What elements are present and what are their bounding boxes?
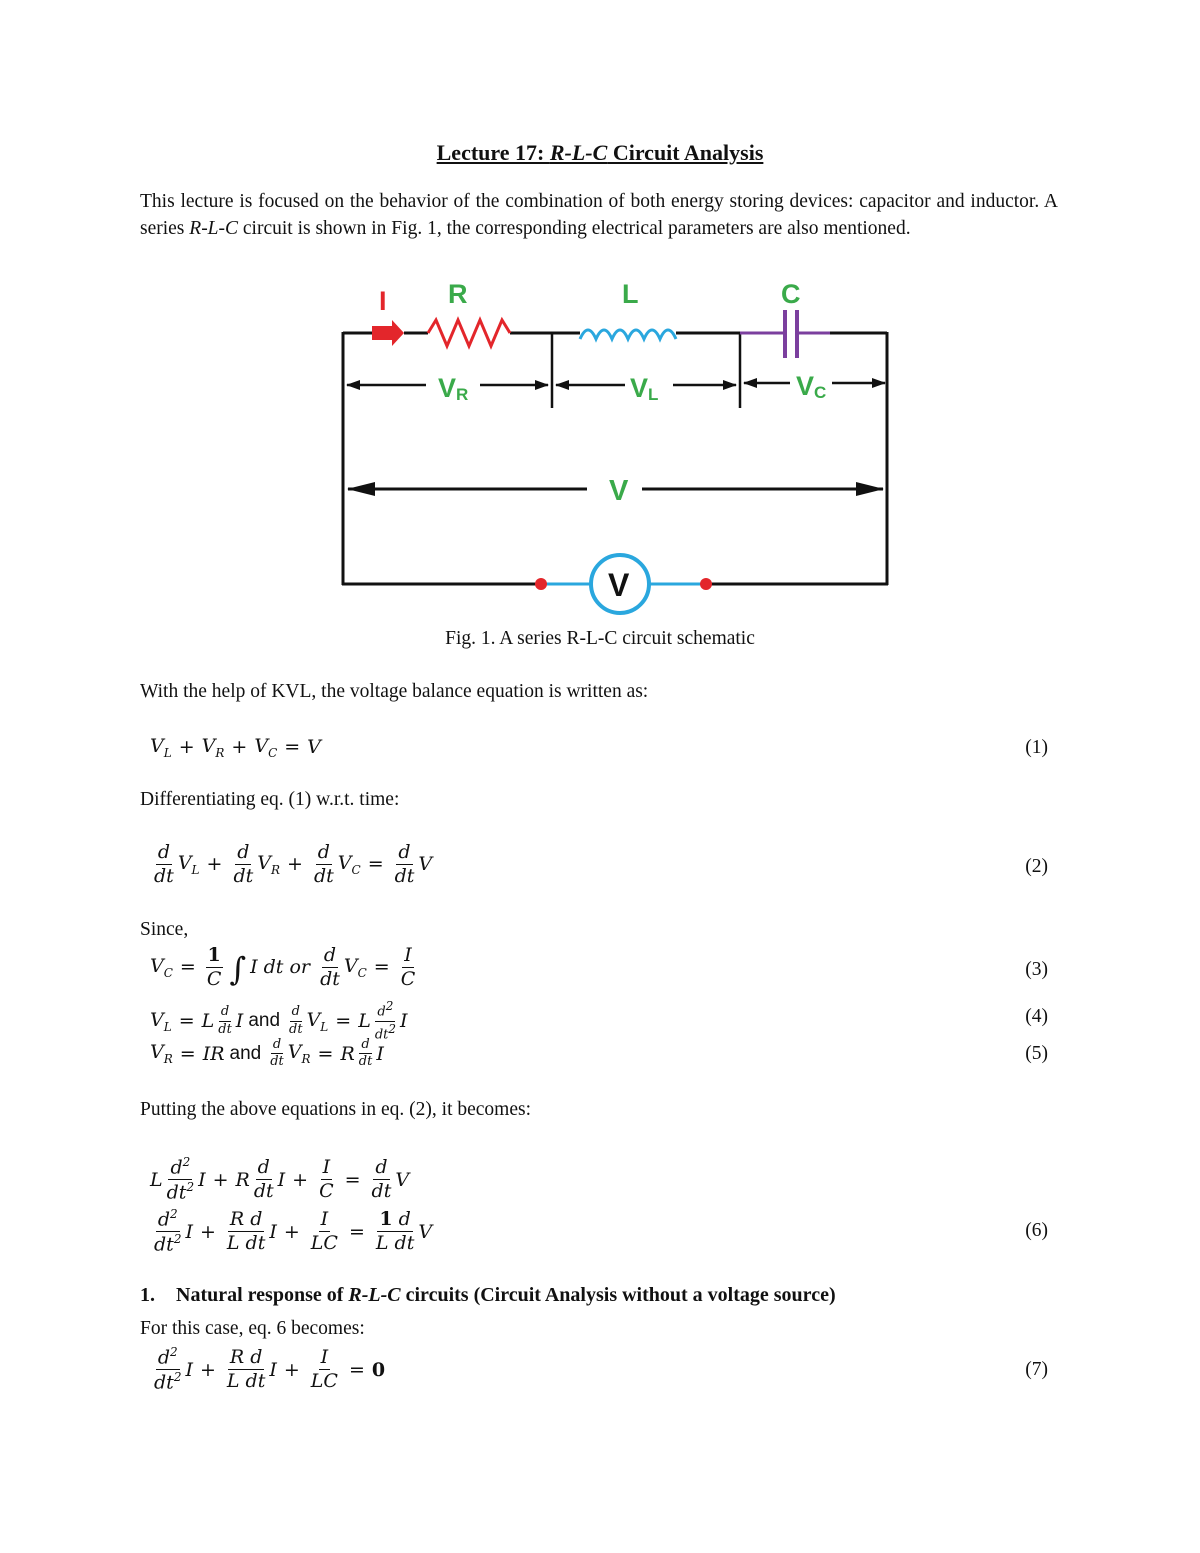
equation-number-7: (7): [1025, 1359, 1048, 1380]
equation-6a: L $\frac{d^2}{dt^2}$ I + R $\frac{d}{dt}$ I + $\frac{I}{C}$ = $\frac{d}{dt}$ V: [150, 1155, 410, 1204]
vc-label: VC: [796, 371, 827, 402]
equation-number-4: (4): [1025, 1006, 1048, 1027]
section-heading: 1. Natural response of R-L-C circuits (Circuit Analysis without a voltage source): [140, 1284, 836, 1306]
equation-number-6: (6): [1025, 1220, 1048, 1241]
page-title: Lecture 17: R-L-C Circuit Analysis: [436, 140, 764, 165]
terminal-right: [700, 578, 712, 590]
current-arrow-icon: [372, 320, 404, 346]
inductor-label: L: [622, 279, 639, 309]
kvl-text: With the help of KVL, the voltage balance equation is written as:: [140, 681, 649, 702]
v-total-label: V: [609, 475, 629, 507]
equation-1: $V_L$ + $V_R$ + $V_C$ = V: [150, 735, 321, 760]
circuit-wires: [342, 332, 888, 585]
equation-number-2: (2): [1025, 856, 1048, 877]
equation-number-3: (3): [1025, 959, 1048, 980]
equation-number-5: (5): [1025, 1043, 1048, 1064]
equation-5: $V_R$ = IR and $\frac{d}{dt}$ $V_R$ = R $\frac{d}{dt}$ I: [150, 1037, 384, 1070]
case-text: For this case, eq. 6 becomes:: [140, 1318, 365, 1339]
voltmeter-label: V: [608, 567, 630, 603]
current-label: I: [379, 286, 387, 316]
terminal-left: [535, 578, 547, 590]
equation-4: $V_L$ = L $\frac{d}{dt}$ I and $\frac{d}{dt}$ $V_L$ = L $\frac{d^2}{dt^2}$ I: [150, 999, 408, 1042]
since-text: Since,: [140, 919, 189, 940]
equation-2: $\frac{d}{dt}$ $V_L$ + $\frac{d}{dt}$ $V_R$ + $\frac{d}{dt}$ $V_C$ = $\frac{d}{dt}$ V: [154, 841, 433, 887]
inductor-icon: [580, 330, 676, 339]
intro-paragraph: This lecture is focused on the behavior of the combination of both energy storing devices: capacitor and inductor. A series R-L-C circuit is shown in Fig. 1, the corresponding electrical parameters are also mentioned.: [140, 191, 1058, 239]
equation-3: $V_C$ = $\frac{1}{C}$ ∫ I dt or $\frac{d}{dt}$ $V_C$ = $\frac{I}{C}$: [150, 944, 416, 990]
equation-number-1: (1): [1025, 737, 1048, 758]
figure-caption: Fig. 1. A series R-L-C circuit schematic: [445, 628, 755, 649]
capacitor-label: C: [781, 279, 801, 309]
circuit-diagram: [330, 276, 900, 621]
equation-6b: $\frac{d^2}{dt^2}$ I + $\frac{\text{R d}}{\text{L dt}}$ I + $\frac{I}{LC}$ = $\frac{1 d}{\text{L dt}}$ V: [154, 1207, 433, 1256]
equation-7: $\frac{d^2}{dt^2}$ I + $\frac{\text{R d}}{\text{L dt}}$ I + $\frac{I}{LC}$ = 0: [154, 1345, 386, 1394]
differentiating-text: Differentiating eq. (1) w.r.t. time:: [140, 789, 400, 810]
putting-text: Putting the above equations in eq. (2), it becomes:: [140, 1099, 531, 1120]
resistor-icon: [428, 320, 510, 346]
vl-label: VL: [630, 373, 659, 404]
resistor-label: R: [448, 279, 468, 309]
capacitor-icon: [740, 310, 830, 358]
vr-label: VR: [438, 373, 469, 404]
